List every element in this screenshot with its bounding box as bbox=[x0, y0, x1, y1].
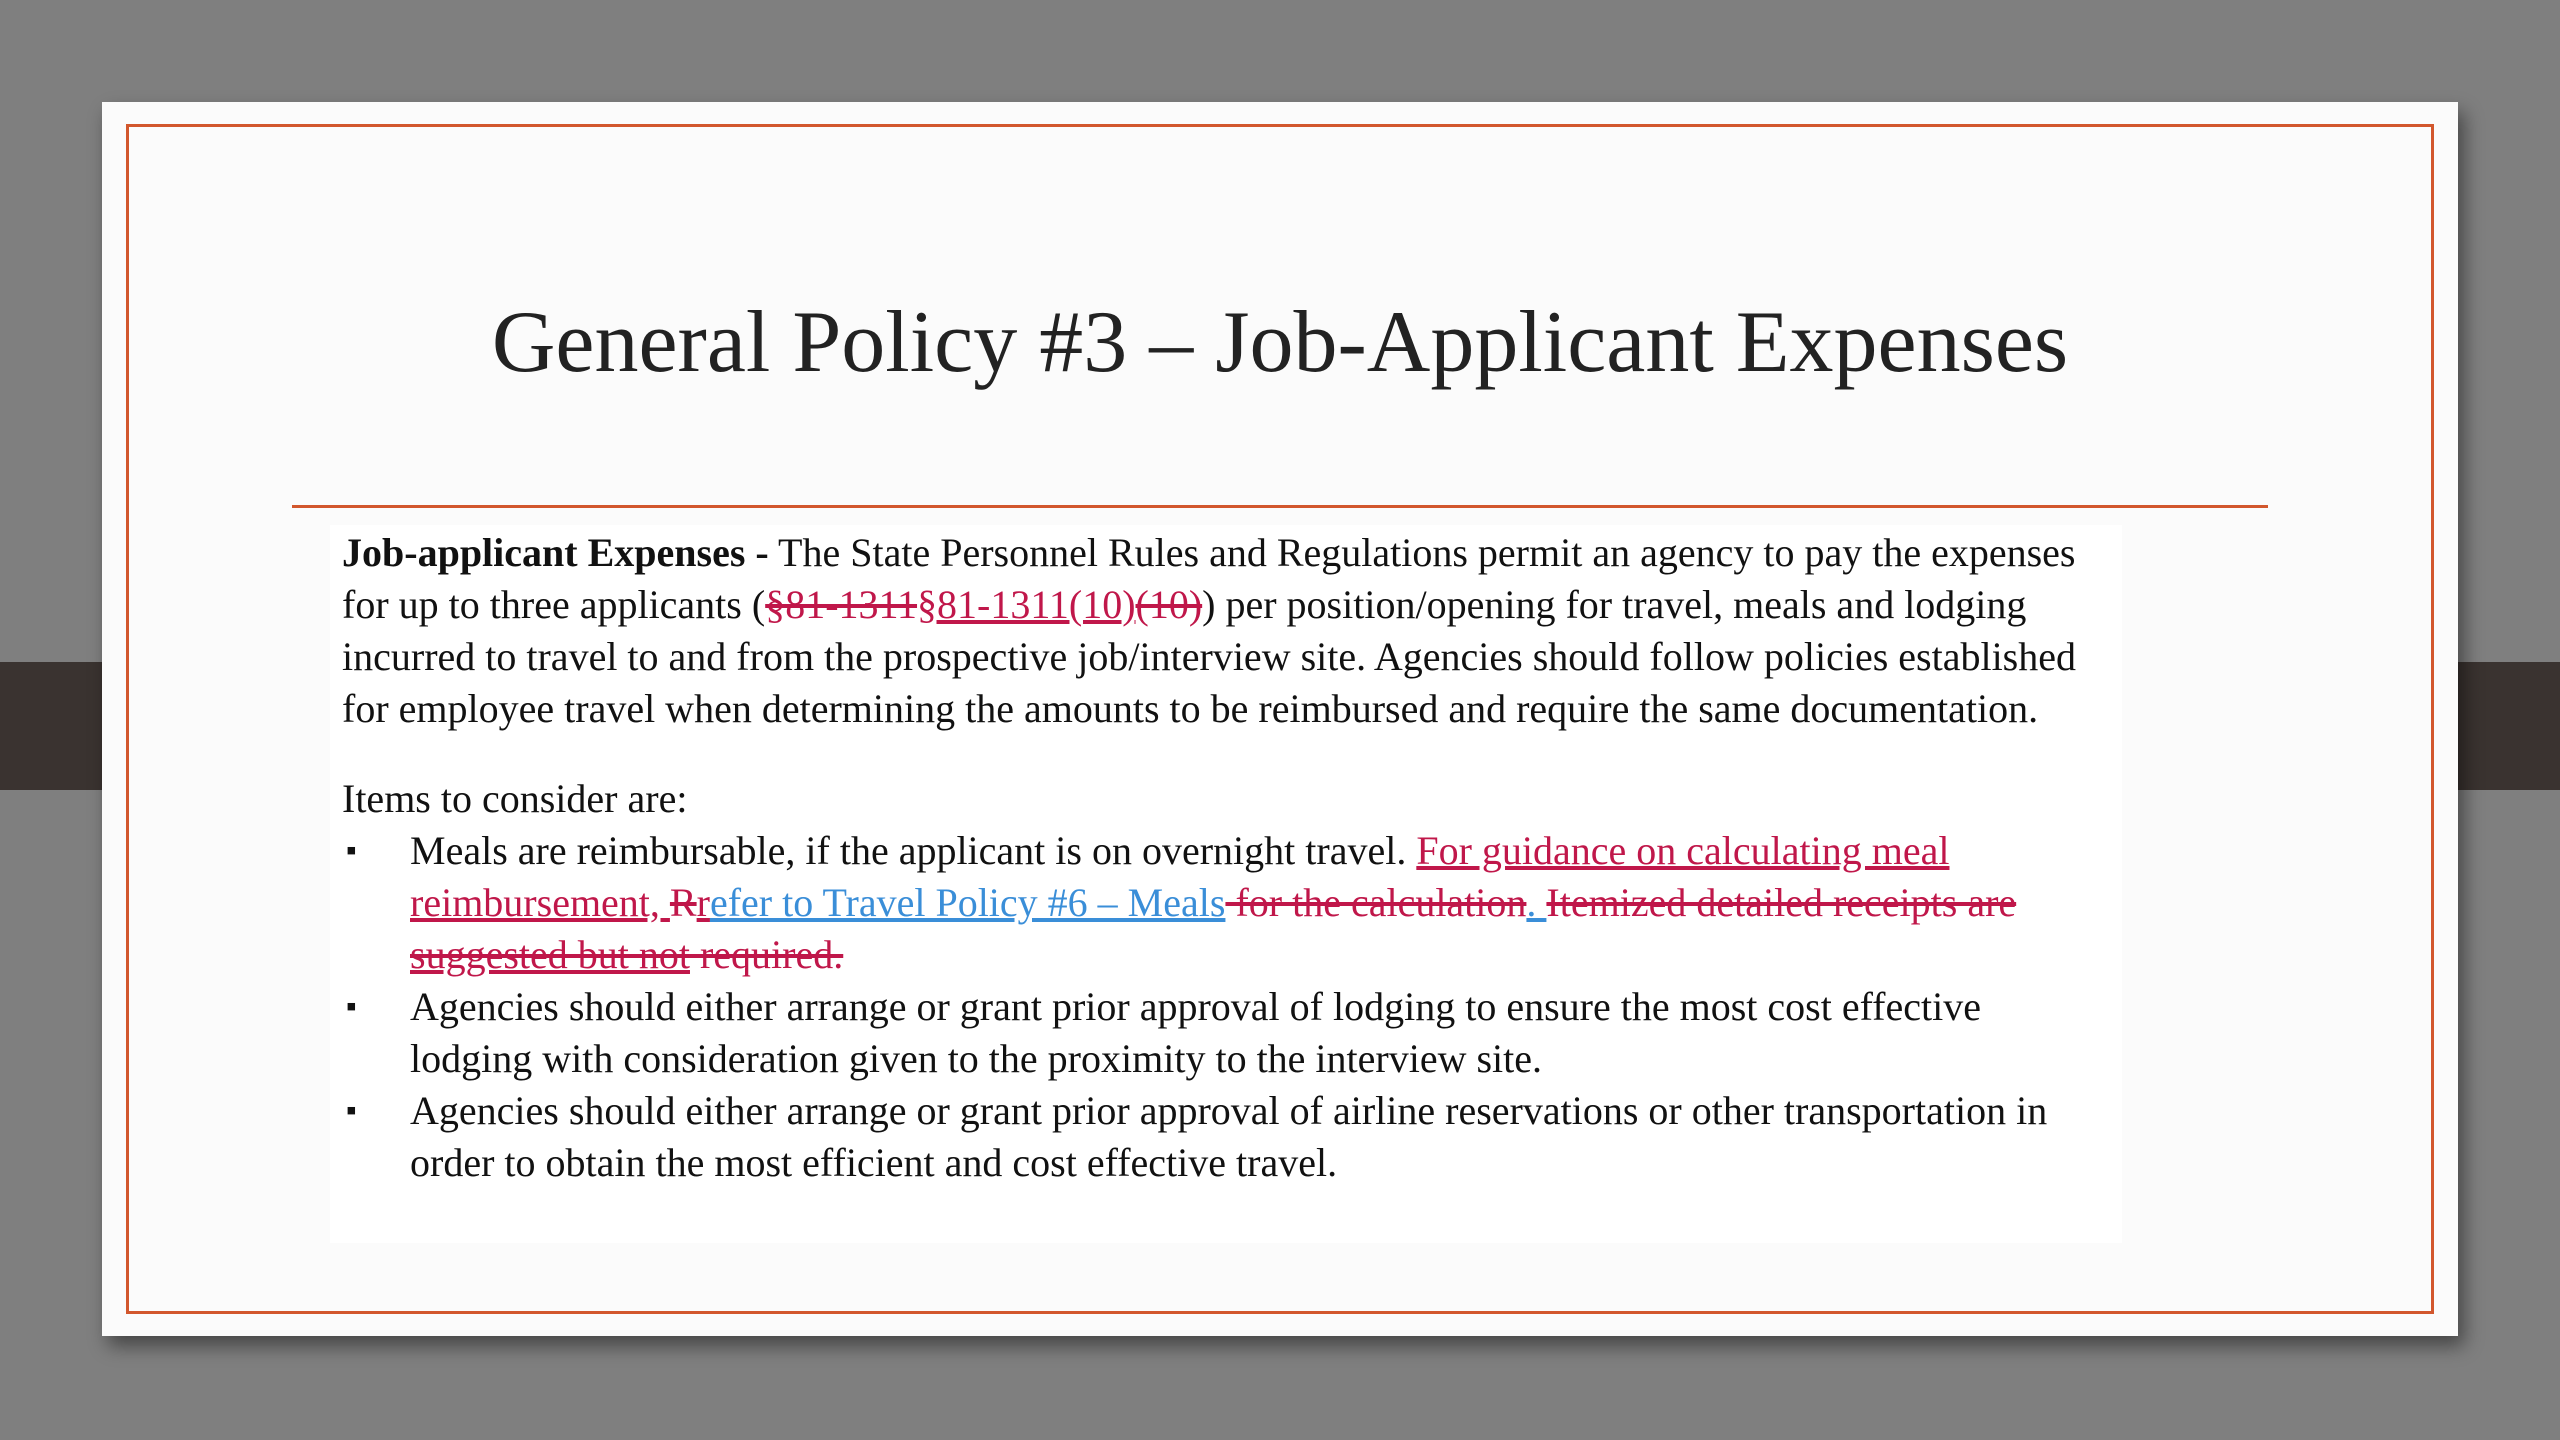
deleted-calculation: for the calculation bbox=[1225, 880, 1527, 925]
deleted-reference: §81-1311 bbox=[765, 582, 918, 627]
items-intro: Items to consider are: bbox=[342, 776, 688, 821]
paragraph-text-2: ) per position/opening for travel, meals and lodging incurred to travel to and from the prospective job/interview site. Agencies should follow policies established for employee travel when determining the amounts to be reimbursed and require the same documentation. bbox=[342, 582, 2077, 731]
bullet-icon: ▪ bbox=[346, 990, 357, 1023]
travel-policy-link[interactable]: efer to Travel Policy #6 – Meals bbox=[709, 880, 1226, 925]
policy-paragraph bbox=[342, 527, 2110, 735]
deleted-reference-suffix: (10) bbox=[1135, 582, 1203, 627]
list-item bbox=[342, 981, 2110, 1085]
inserted-reference: §81-1311(10) bbox=[917, 582, 1136, 627]
bullet-icon: ▪ bbox=[346, 1094, 357, 1127]
items-list bbox=[342, 825, 2110, 1189]
list-item bbox=[342, 825, 2110, 981]
deleted-suggested: suggested but not bbox=[410, 932, 690, 977]
bullet-icon: ▪ bbox=[346, 834, 357, 867]
item-text: Agencies should either arrange or grant prior approval of airline reservations or other transportation in order to obtain the most efficient and cost effective travel. bbox=[410, 1088, 2048, 1185]
deleted-capital-r: R bbox=[669, 880, 697, 925]
item-text: Meals are reimbursable, if the applicant is on overnight travel. bbox=[410, 828, 1417, 873]
deleted-required: required. bbox=[689, 932, 844, 977]
item-text: Agencies should either arrange or grant prior approval of lodging to ensure the most cost effective lodging with consideration given to the proximity to the interview site. bbox=[410, 984, 1981, 1081]
list-item bbox=[342, 1085, 2110, 1189]
document-excerpt bbox=[330, 525, 2122, 1243]
deleted-itemized: Itemized detailed receipts are bbox=[1546, 880, 2017, 925]
inserted-lower-r: r bbox=[696, 880, 710, 925]
paragraph-lead: Job-applicant Expenses - bbox=[342, 530, 769, 575]
inserted-period: . bbox=[1526, 880, 1547, 925]
inserted-guidance: For guidance on calculating meal reimbursement, bbox=[410, 828, 1950, 925]
slide-title: General Policy #3 – Job-Applicant Expenses bbox=[491, 294, 2069, 391]
title-divider bbox=[292, 505, 2268, 508]
paragraph-text-1: The State Personnel Rules and Regulations permit an agency to pay the expenses for up to three applicants ( bbox=[342, 530, 2076, 627]
